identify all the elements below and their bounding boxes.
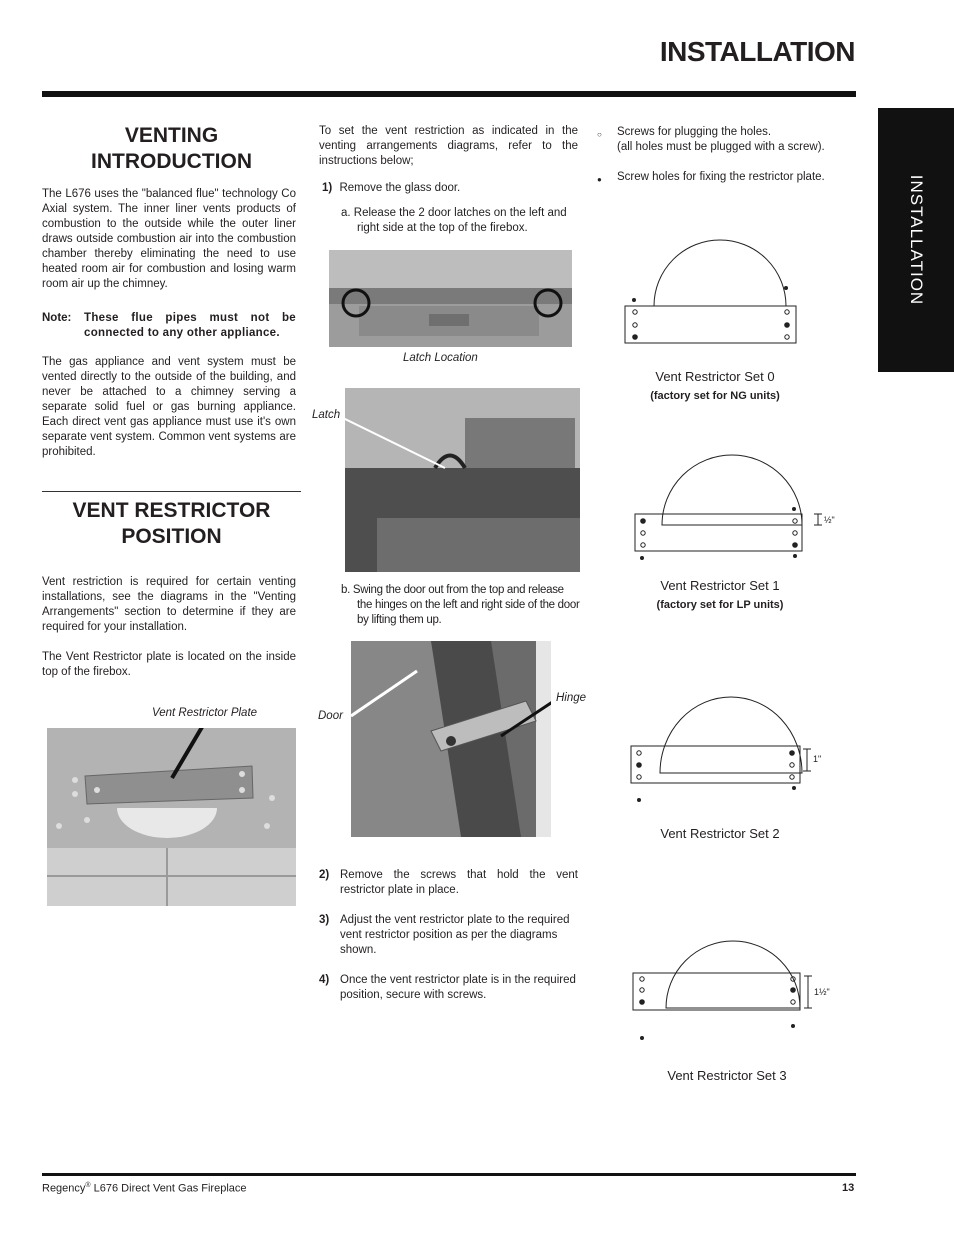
- hinge-caption: Hinge: [556, 692, 587, 704]
- set-2-dimension: 1": [813, 754, 822, 764]
- registered-mark: ®: [85, 1182, 91, 1189]
- step-1a: a. Release the 2 door latches on the left and right side at the top of the firebox.: [341, 207, 567, 234]
- vent-restrictor-set-0-diagram: [620, 228, 810, 350]
- venting-para-2: The gas appliance and vent system must be vented directly to the outside of the building, and never be attached to a chimney serving a separate solid fuel or gas burning appliance. Each direct vent gas appliance must use it's own separate vent system. Common vent systems are prohibited.: [42, 356, 296, 458]
- step-2-number: 2): [319, 869, 330, 881]
- latch-location-caption: Latch Location: [403, 352, 478, 364]
- step-1: [322, 181, 460, 196]
- open-circle-icon: ○: [597, 130, 602, 139]
- filled-circle-icon: ●: [597, 175, 602, 184]
- header-rule: [42, 91, 856, 97]
- footer-rule: [42, 1173, 856, 1176]
- instructions-intro: To set the vent restriction as indicated in the venting arrangements diagrams, refer to the instructions below;: [319, 125, 578, 167]
- side-tab: [878, 108, 954, 372]
- footer-product-name: L676 Direct Vent Gas Fireplace: [90, 1182, 247, 1195]
- step-4-text: Once the vent restrictor plate is in the required position, secure with screws.: [340, 974, 576, 1001]
- section-divider: [42, 491, 301, 492]
- set-2-label: Vent Restrictor Set 2: [660, 826, 780, 841]
- legend-open: [597, 125, 852, 155]
- latch-location-photo: [329, 250, 572, 347]
- step-2: [319, 868, 578, 898]
- set-3-dimension: 1½": [814, 987, 830, 997]
- step-4: [319, 973, 578, 1003]
- note-label: Note:: [42, 312, 72, 324]
- footer-product: [42, 1182, 247, 1195]
- latch-photo: [345, 388, 580, 572]
- step-4-number: 4): [319, 974, 330, 986]
- legend-open-line2: (all holes must be plugged with a screw).: [617, 141, 825, 153]
- door-hinge-photo: [351, 641, 551, 837]
- set-1-dimension: ½": [824, 515, 835, 525]
- latch-caption: Latch: [312, 409, 341, 421]
- vent-restrictor-set-2-diagram: [626, 693, 836, 805]
- venting-para-1: The L676 uses the "balanced flue" technology Co Axial system. The inner liner vents products of combustion to the outside while the outer liner draws outside combustion air into the combustion chamber thereby eliminating the need to use heated room air for combustion and losing warm room air up the chimney.: [42, 188, 296, 290]
- venting-heading: [42, 123, 301, 175]
- restrictor-heading: [42, 498, 301, 550]
- set-3-label: Vent Restrictor Set 3: [667, 1068, 787, 1083]
- vent-restrictor-set-1-diagram: [628, 452, 838, 562]
- plate-caption: Vent Restrictor Plate: [152, 707, 258, 719]
- restrictor-heading-line2: POSITION: [121, 525, 222, 548]
- note-text: These flue pipes must not be connected to any other appliance.: [84, 312, 296, 339]
- step-3-number: 3): [319, 914, 330, 926]
- page-title: INSTALLATION: [659, 36, 855, 67]
- restrictor-para-1: Vent restriction is required for certain venting installations, see the diagrams in the "Venting Arrangements" section to determine if they are required for your installation.: [42, 576, 296, 633]
- step-3: [319, 913, 578, 958]
- vent-restrictor-set-3-diagram: [626, 932, 836, 1044]
- door-caption: Door: [318, 710, 343, 722]
- set-0-sub: (factory set for NG units): [650, 390, 780, 402]
- step-2-text: Remove the screws that hold the vent restrictor plate in place.: [340, 869, 578, 896]
- legend-filled-text: Screw holes for fixing the restrictor plate.: [617, 171, 825, 183]
- restrictor-para-2: The Vent Restrictor plate is located on the inside top of the firebox.: [42, 651, 296, 678]
- restrictor-heading-line1: VENT RESTRICTOR: [72, 499, 271, 522]
- page-number: 13: [842, 1182, 855, 1194]
- set-1-label: Vent Restrictor Set 1: [660, 578, 780, 593]
- set-0-label: Vent Restrictor Set 0: [655, 369, 775, 384]
- footer-brand: Regency: [42, 1182, 86, 1195]
- venting-heading-line1: VENTING: [124, 124, 219, 147]
- venting-heading-line2: INTRODUCTION: [91, 150, 252, 173]
- side-tab-label: INSTALLATION: [907, 174, 926, 306]
- vent-restrictor-plate-photo: [47, 728, 296, 906]
- step-1b: b. Swing the door out from the top and release the hinges on the left and right side of the door by lifting them up.: [341, 584, 580, 626]
- legend-open-line1: Screws for plugging the holes.: [617, 126, 772, 138]
- venting-note: [42, 311, 296, 341]
- legend-filled: [597, 170, 852, 187]
- step-3-text: Adjust the vent restrictor plate to the required vent restrictor position as per the diagrams shown.: [340, 914, 570, 956]
- step-1-text: Remove the glass door.: [339, 182, 461, 194]
- set-1-sub: (factory set for LP units): [656, 599, 784, 611]
- step-1-number: 1): [322, 182, 333, 194]
